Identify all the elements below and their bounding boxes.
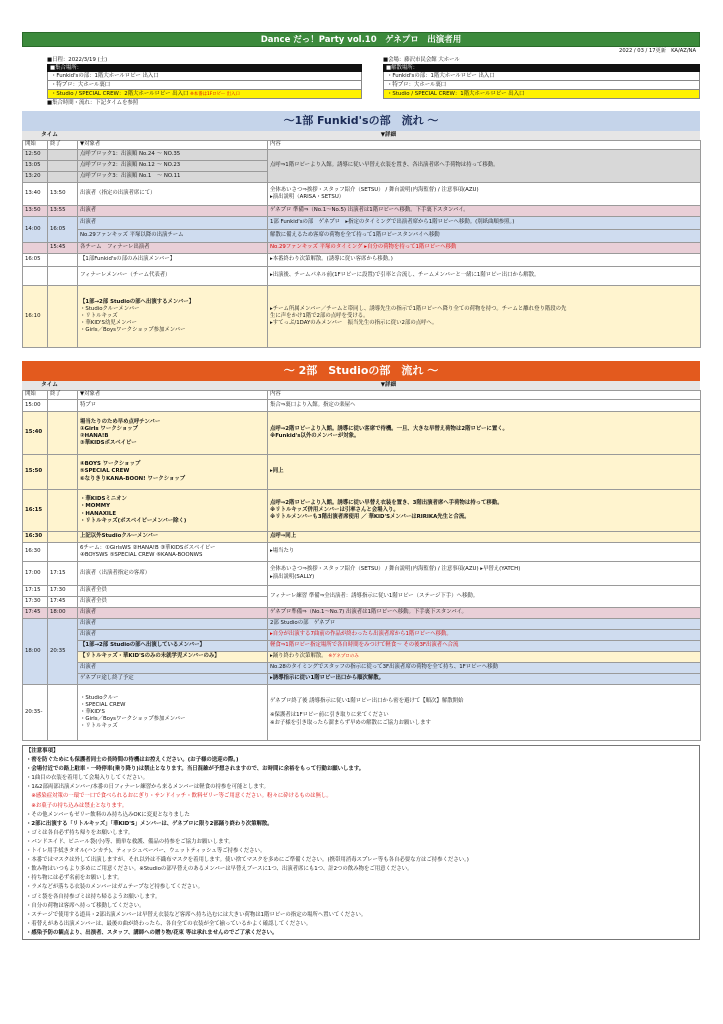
gather-item: ・Funkid'sの部：1階大ホールロビー 出入口: [47, 72, 362, 81]
part2-subheader: タイム ▼詳細: [22, 381, 700, 390]
table-row: 16:30 上記以外Studioクルーメンバー 点呼⇒同上: [23, 532, 701, 543]
note-item: ・2部に出演する「リトルキッズ」「華KID'S」メンバーは、ゲネプロに限り2部踊り終わり次第解散。: [26, 820, 273, 827]
part1-title: 〜1部 Funkid'sの部 流れ 〜: [22, 111, 700, 131]
flow-note: ■集合時間・流れ：下記タイムを参照: [47, 100, 139, 106]
note-item: ・ゴミ袋を各自持参ゴミは持ち帰るようお願いします。: [26, 893, 161, 900]
table-row: 【1部→2部 Studioの部へ出演しているメンバー】 軽食⇒1階ロビー指定場所で各自時間をみつけて軽食～ その後3F出演者へ合流: [23, 641, 701, 652]
gather-title: ■集合場所：: [47, 64, 362, 72]
gather-item: ・Studio / SPECIAL CREW：2階大ホールロビー 出入口 ※本番は1Fロビー 出入口: [47, 90, 362, 99]
note-item: ・1曲目の衣装を着用して会場入りしてください。: [26, 775, 149, 782]
note-item: ※感染症対策の一環で一口で食べられるおにぎり・サンドイッチ・飲料ゼリー等ご用意ください。粉々に砕けるものは無し。: [26, 793, 332, 800]
dismiss-title: ■解散場所：: [383, 64, 700, 72]
dismiss-item: ・特プロ：大ホール裏口: [383, 81, 700, 90]
event-venue: ■会場：藤沢市民会館 大ホール: [383, 57, 460, 63]
table-row: フィナーレメンバー（チーム代表者） ▸出演後、チームパネル前(1Fロビーに設置)で引率と合流し、チームメンバーと一緒に1階ロビー出口から解散。: [23, 267, 701, 286]
note-item: ・ラメなどが落ちる衣装のメンバーはガムテープなど持参してください。: [26, 884, 203, 891]
table-row: 17:15 17:30 出演者全員 フィナーレ練習 準備⇒全出演者：誘導指示に従い1階ロビー（ステージ下手）へ移動。: [23, 586, 701, 597]
table-header-row: 開始 終了 ▼対象者 内容: [23, 141, 701, 150]
table-row: 13:05 点呼ブロック2：出演順 No.12 〜 NO.23: [23, 161, 701, 172]
schedule-page: [22, 32, 700, 940]
table-row: 【リトルキッズ・華KID'Sのみの未就学児メンバーのみ】 ▸踊り終わり次第解散。 ※ゲネプロのみ: [23, 652, 701, 663]
table-row: 13:20 点呼ブロック3：出演順 No.1 〜 NO.11: [23, 172, 701, 183]
note-item: ・持ち物には必ず名前をお願いします。: [26, 875, 123, 882]
note-item: ・ゴミは各自必ず持ち帰りをお願いします。: [26, 829, 134, 836]
table-row: 14:00 16:05 出演者 1部 Funkid'sの部 ゲネプロ ▸指定のタイミングで出演者席から1階ロビーへ移動。(別紙曲順参照。): [23, 217, 701, 230]
part2-title: 〜 2部 Studioの部 流れ 〜: [22, 361, 700, 381]
dismiss-item: ・Studio / SPECIAL CREW：1階大ホールロビー 出入口: [383, 90, 700, 99]
note-item: ・ステージで使用する道具・2部出演メンバーは早替え衣装など客席へ持ち込むには大きい荷物は1階ロビーの指定の場所へ置いてください。: [26, 911, 367, 918]
part2-table: [22, 390, 701, 741]
notes-block: [22, 745, 700, 940]
table-row: 15:40 場当たりのため早め点呼チンバー ①Girls ワークショップ ②HANA!B ③華KIDSボスベイビー 点呼⇒2階ロビーより入館。誘導に従い客席で待機。一旦、大きな早替え荷物は2階ロビーに置く。 ※Funkid's以外のメンバーが対象。: [23, 412, 701, 455]
part1-table: [22, 140, 701, 348]
table-header-row: 開始 終了 ▼対象者 内容: [23, 391, 701, 400]
table-row: 17:30 17:45 出演者全員: [23, 597, 701, 608]
note-item: ・感染予防の観点より、出演者、スタッフ、講師への贈り物/花束 等は承れませんのでご了承ください。: [26, 929, 278, 936]
note-item: ・バンドエイド、ビニール袋(小)等、簡単な救護、備品の持参をご協力お願いします。: [26, 838, 234, 845]
note-item: ※お菓子の持ち込みは禁止となります。: [26, 802, 128, 809]
table-row: 13:50 13:55 出演者 ゲネプロ 準備⇒（No.1〜No.5) 出演者は1階ロビーへ移動。下手裏下スタンバイ。: [23, 206, 701, 217]
table-row: 16:05 【1部Funkid'sの部のみ出演メンバー】 ▸本番終わり次第解散。(誘導に従い客席から移動。): [23, 254, 701, 267]
notes-title: 【注意事項】: [26, 748, 59, 754]
table-row: ゲネプロ途し終了予定 ▸誘導指示に従い1階ロビー出口から順次解散。: [23, 674, 701, 685]
note-item: ・着替えがある出演メンバーは、最後の曲が終わったら、各自全ての衣装が全て揃っているかよく確認してください。: [26, 920, 312, 927]
table-row: 15:45 各チーム フィナーレ出演者 No.29ファンキッズ 平塚のタイミング ▸自分の荷物を持って1階ロビーへ移動: [23, 243, 701, 254]
table-row: 16:15 ・華KIDSミニオン ・MOMMY ・HANAXILE ・リトルキッズ(ボスベイビーメンバー除く) 点呼⇒2階ロビーより入館。誘導に従い早替え衣装を置き、3階出演者席へ手荷物は持って移動。 ※リトルキッズ併用メンバーは引率さんと会場入り。 ※リトルメンバーも3階出演者席使用 ／ 華KID'SメンバーはRIRIKA先生と合流。: [23, 490, 701, 532]
note-item: ・飲み物はいつもより多めにご用意ください。※Studioの部早替えのあるメンバーは早替えブースに1つ、出演者席にも1つ、計2つの飲み物をご用意ください。: [26, 866, 413, 873]
updated-date: 2022 / 03 / 17更新 KA/AZ/NA: [619, 48, 696, 54]
note-item: ・自分の荷物は客席へ持って移動してください。: [26, 902, 145, 909]
page-title: Dance だっ！Party vol.10 ゲネプロ 出演者用: [22, 32, 700, 47]
table-row: 16:30 6チーム：①GirlsWS ②HANA!B ③華KIDSボスベイビー ④BOYSWS ⑤SPECIAL CREW ⑥KANA-BOONWS ▸場当たり: [23, 543, 701, 562]
table-row: 出演者 ▸自分が出演する7曲前の作品が終わったら出演者席から1階ロビーへ移動。: [23, 630, 701, 641]
table-row: 18:00 20:35 出演者 2部 Studioの部 ゲネプロ: [23, 619, 701, 630]
note-item: ・密を防ぐためにも保護者同士の長時間の待機はお控えください。(お子様の送迎の際。): [26, 757, 239, 764]
gather-note: ※本番は1Fロビー 出入口: [190, 92, 240, 97]
event-date: ■日程：2022/3/19 (土): [47, 57, 108, 63]
note-item: ・1&2部両部出演メンバー/本番の日フィナーレ練習から来るメンバーは軽食の持参を可能とします。: [26, 784, 269, 791]
table-row: No.29ファンキッズ 平塚以降の出演チーム 解散に備えるため客席の荷物を全て持って1階ロビースタンバイへ移動: [23, 230, 701, 243]
table-row: 出演者 No.28のタイミングでスタッフの指示に従って3F出演者席の荷物を全て持ち、1Fロビーへ移動: [23, 663, 701, 674]
note-item: ・その他メンバーもゼリー飲料のみ持ち込みOKに変更となりました: [26, 811, 190, 818]
table-row: 16:10 【1部→2部 Studioの部へ出演するメンバー】 ・Studioクルーメンバー ・リトルキッズ ・華KID'S幼児メンバー ・Girls／Boysワークショップ参加メンバー ▸チーム所属メンバー／チームと帯同し、誘導先生の指示で1階ロビーへ降り全ての荷物を持つ。チームと離れ登り階段の先 生に声をかけ1階で2部の点呼を受ける。 ▸すてっぷ/1DAYのみメンバー 振当先生の指示に従い2部の点呼へ。: [23, 286, 701, 348]
note-item: ・会場付近での路上駐車・一時停車(乗り降り)は禁止となります。当日混雑が予想されますので、お時間に余裕をもって行動お願いします。: [26, 766, 365, 773]
note-item: ・トイレ用手拭きタオル(ハンカチ)、ティッシュペーパー、ウェットティッシュ等ご持参ください。: [26, 848, 266, 855]
table-row: 15:50 ④BOYS ワークショップ ⑤SPECIAL CREW ⑥なりきりKANA-BOON! ワークショップ ▸同上: [23, 455, 701, 490]
info-right: [383, 56, 700, 99]
info-block: [22, 56, 700, 99]
table-row: 12:50 点呼ブロック1：出演順 No.24 〜 NO.35 点呼⇒1階ロビーより入館。誘導に従い早替え衣装を置き、各出演者席へ手荷物は持って移動。: [23, 150, 701, 161]
table-row: 20:35- ・Studioクルー ・SPECIAL CREW ・華KID'S ・Girls／Boysワークショップ参加メンバー ・リトルキッズ ゲネプロ終了後 誘導指示に従い1階ロビー出口から密を避けて【順次】解散開始 ※保護者は1Fロビー前に引き取りに来てください ※お子様を引き取ったら溜まらず早めの解散にご協力お願いします: [23, 685, 701, 741]
part1-subheader: タイム ▼詳細: [22, 131, 700, 140]
table-row: 13:40 13:50 出演者（指定の出演者席にて） 全体あいさつ⇒挨拶・スタッフ紹介（SETSU） / 舞台説明(内海監督) / 注意事項(AZU) ▸演出説明（ARISA・SETSU）: [23, 183, 701, 206]
dismiss-item: ・Funkid'sの部：1階大ホールロビー 出入口: [383, 72, 700, 81]
table-row: 15:00 特プロ 集合⇒裏口より入館。指定の楽屋へ: [23, 400, 701, 412]
table-row: 17:45 18:00 出演者 ゲネプロ準備⇒（No.1〜No.7) 出演者は1階ロビーへ移動。下手裏下スタンバイ。: [23, 608, 701, 619]
gather-item: ・特プロ：大ホール裏口: [47, 81, 362, 90]
table-row: 17:00 17:15 出演者（出演者指定の客席） 全体あいさつ⇒挨拶・スタッフ紹介（SETSU） / 舞台説明(内海監督) / 注意事項(AZU) ▸早替え(YATCH) ▸演出説明(SALLY): [23, 562, 701, 586]
note-item: ・本番ではマスクは外して出演しますが、それ以外は不織布マスクを着用します。使い捨てマスクを多めにご準備ください。(携帯用消毒スプレー等も各自必要な方はご持参ください。): [26, 857, 469, 864]
info-left: [47, 56, 362, 99]
